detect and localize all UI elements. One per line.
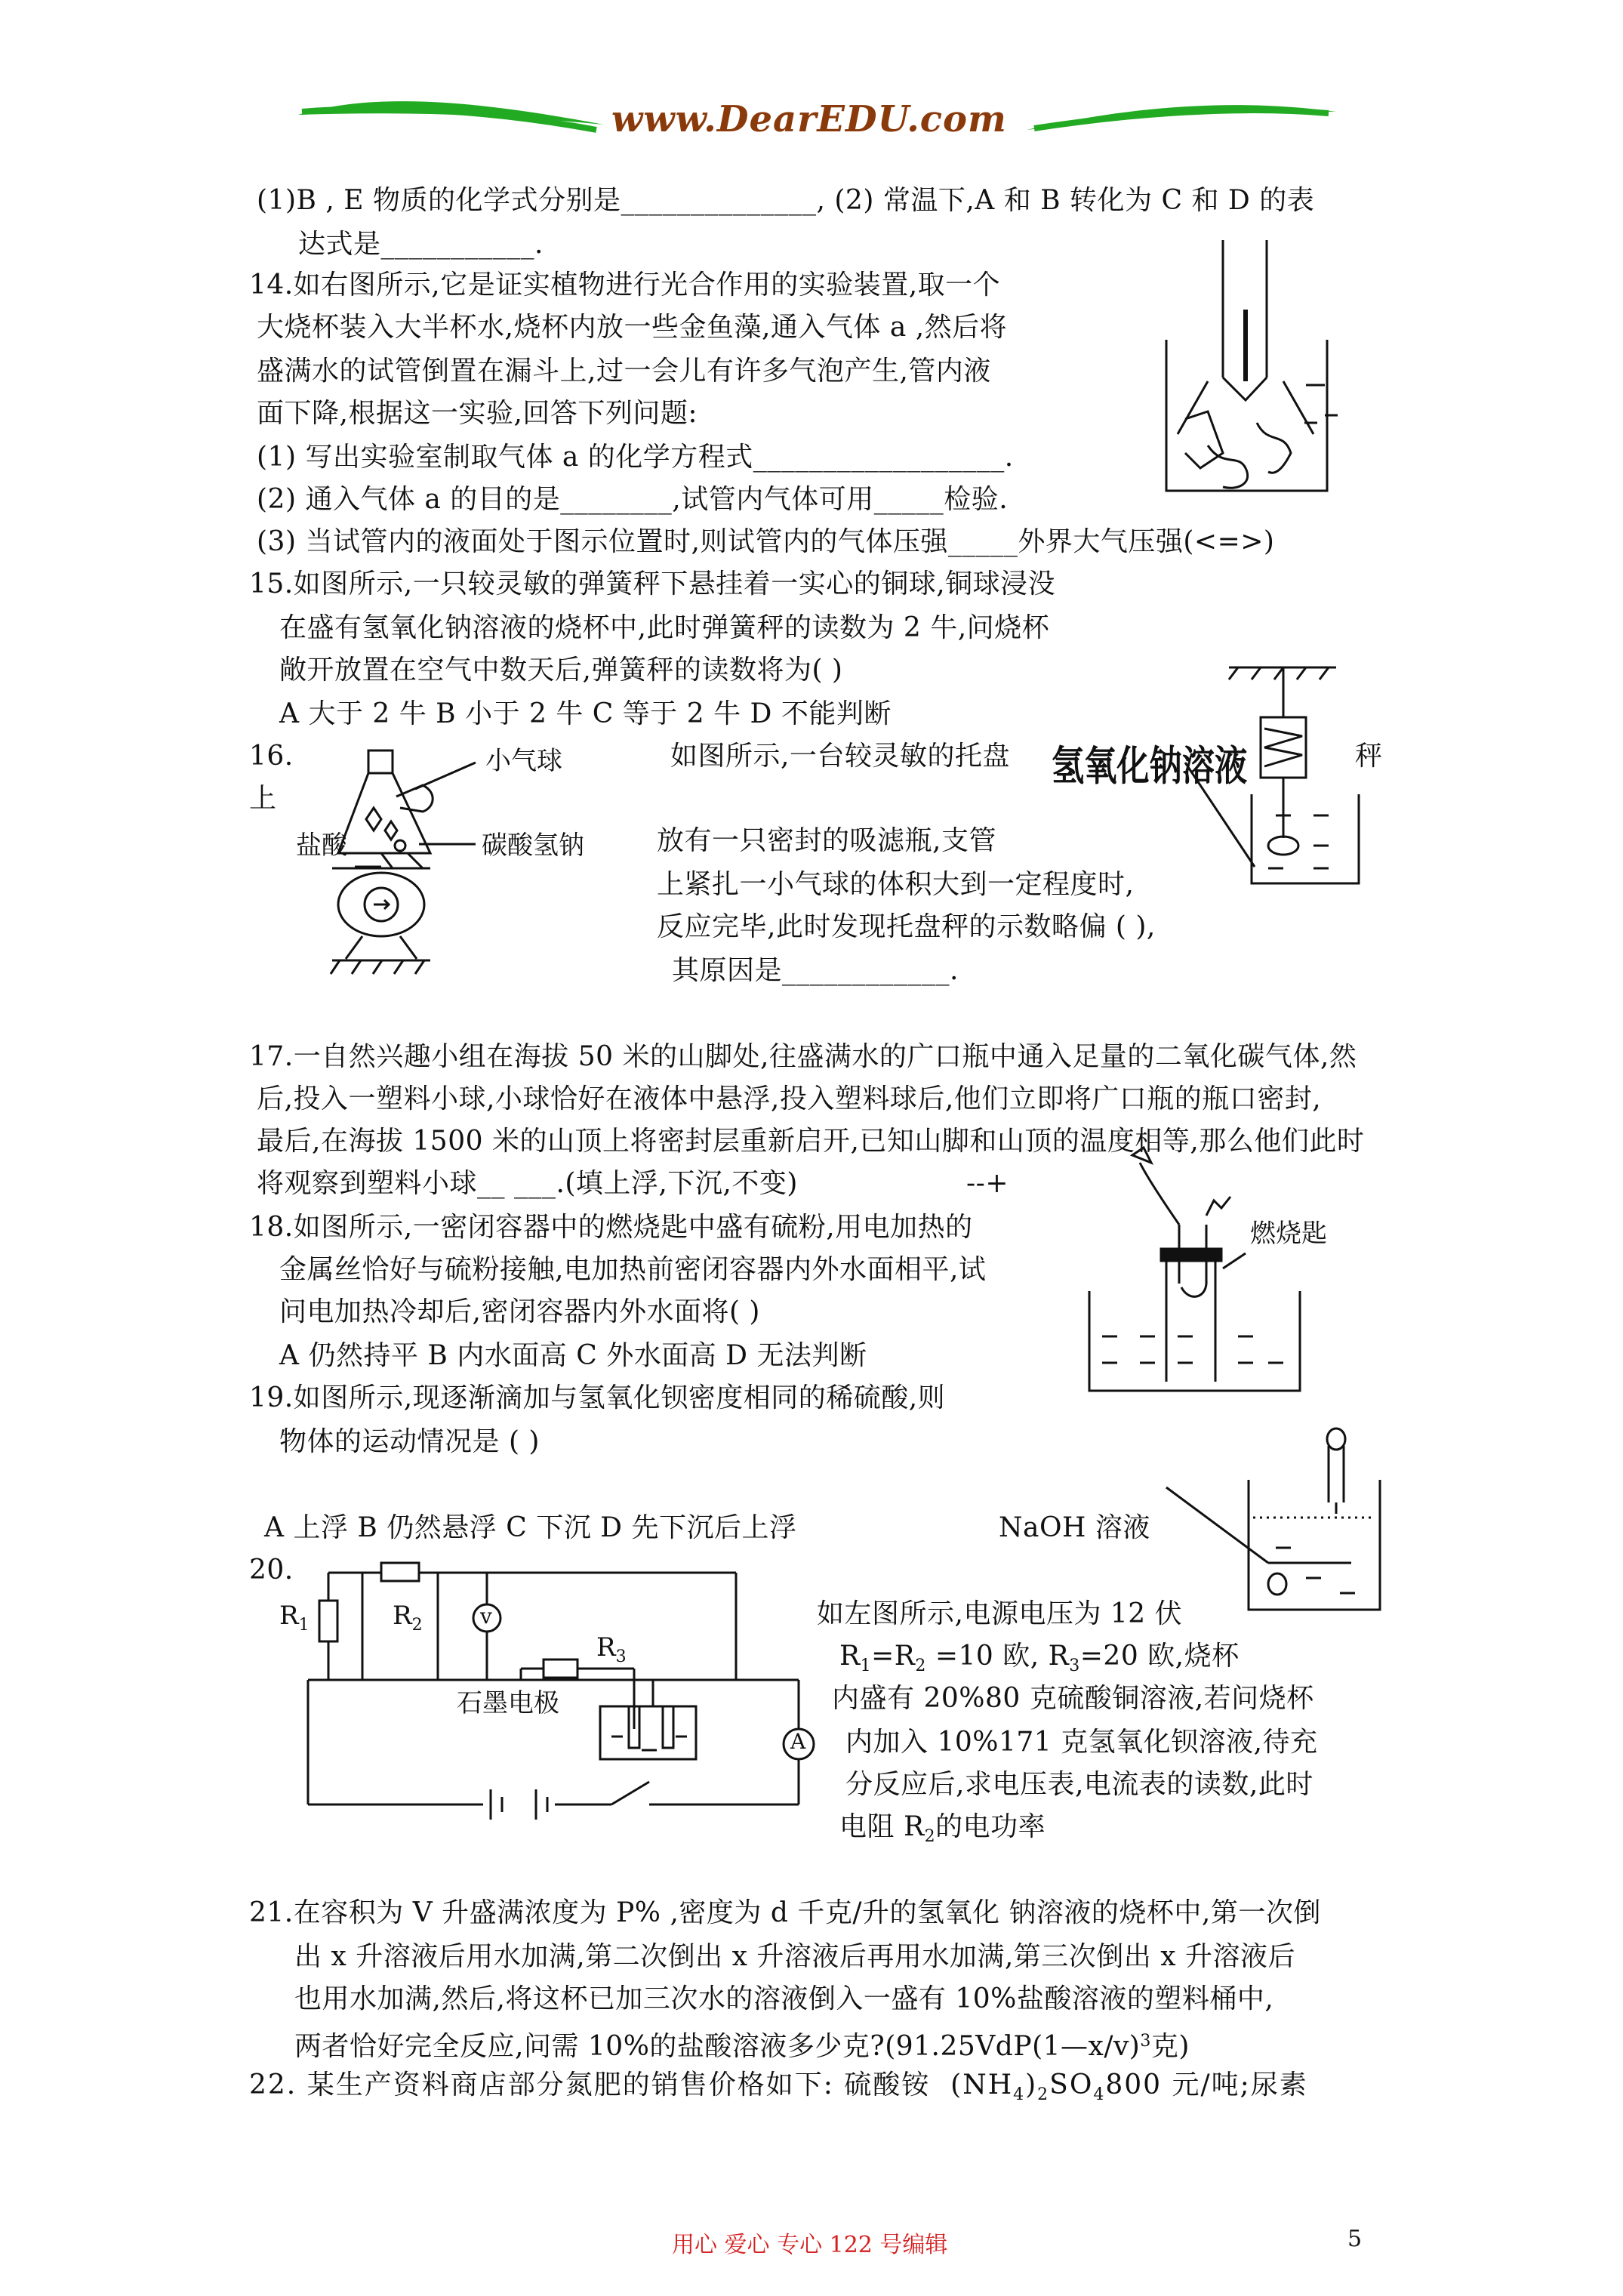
fig16-nahco3-label: 碳酸氢钠 [482, 831, 584, 861]
q20-line-3: 内盛有 20%80 克硫酸铜溶液,若问烧杯 [832, 1683, 1314, 1714]
q18-line-2: 金属丝恰好与硫粉接触,电加热前密闭容器内外水面相平,试 [279, 1254, 987, 1285]
q17-line-4: 将观察到塑料小球__ ___.(填上浮,下沉,不变) [257, 1168, 798, 1199]
fig20-voltmeter-label: v [480, 1604, 492, 1629]
q20-line-4: 内加入 10%171 克氢氧化钡溶液,待充 [845, 1727, 1318, 1758]
q21-line-2: 出 x 升溶液后用水加满,第二次倒出 x 升溶液后再用水加满,第三次倒出 x 升溶液后 [294, 1941, 1295, 1972]
q17-line-4-mark: --+ [966, 1168, 1009, 1199]
q21-line-4: 两者恰好完全反应,问需 10%的盐酸溶液多少克?(91.25VdP(1—x/v)$^3$克) [294, 2031, 1190, 2062]
q16-line-6: 其原因是____________. [672, 955, 959, 986]
q17-line-1: 17.一自然兴趣小组在海拔 50 米的山脚处,往盛满水的广口瓶中通入足量的二氧化碳气体,然 [249, 1041, 1357, 1072]
footer-editor: 用心 爱心 专心 122 号编辑 [672, 2232, 948, 2258]
q15-options: A 大于 2 牛 B 小于 2 牛 C 等于 2 牛 D 不能判断 [279, 698, 892, 729]
q18-options: A 仍然持平 B 内水面高 C 外水面高 D 无法判断 [279, 1340, 867, 1371]
q20-line-6: 电阻 $R_2$的电功率 [839, 1811, 1046, 1846]
q14-sub-3: (3) 当试管内的液面处于图示位置时,则试管内的气体压强_____外界大气压强(<=>) [257, 526, 1275, 557]
header-site-name: www.DearEDU.com [611, 98, 1007, 140]
fig20-graphite-label: 石墨电极 [457, 1688, 559, 1718]
footer-page-number: 5 [1347, 2226, 1363, 2252]
q20-number: 20. [249, 1555, 294, 1586]
fig16-hcl-label: 盐酸 [296, 831, 347, 861]
q14-line-1: 14.如右图所示,它是证实植物进行光合作用的实验装置,取一个 [249, 270, 1001, 300]
q19-naoh-label: NaOH 溶液 [999, 1512, 1150, 1543]
q19-line-2: 物体的运动情况是 ( ) [279, 1426, 540, 1457]
q17-line-3: 最后,在海拔 1500 米的山顶上将密封层重新启开,已知山脚和山顶的温度相等,那么他们此时 [257, 1126, 1365, 1157]
q19-options: A 上浮 B 仍然悬浮 C 下沉 D 先下沉后上浮 [264, 1512, 797, 1543]
q22-line-1: 22. 某生产资料商店部分氮肥的销售价格如下: 硫酸铵 $(NH_4)_2SO_4800$ 元/吨;尿素 [249, 2069, 1308, 2104]
q18-line-3: 问电加热冷却后,密闭容器内外水面将( ) [279, 1296, 760, 1327]
q20-line-5: 分反应后,求电压表,电流表的读数,此时 [845, 1769, 1313, 1800]
q16-number: 16. [249, 741, 294, 772]
q14-line-3: 盛满水的试管倒置在漏斗上,过一会儿有许多气泡产生,管内液 [257, 356, 991, 387]
fig18-spoon-label: 燃烧匙 [1250, 1219, 1327, 1249]
q15-line-3: 敞开放置在空气中数天后,弹簧秤的读数将为( ) [279, 655, 843, 686]
q14-sub-2: (2) 通入气体 a 的目的是________,试管内气体可用_____检验. [257, 484, 1009, 515]
q15-line-1: 15.如图所示,一只较灵敏的弹簧秤下悬挂着一实心的铜球,铜球浸没 [249, 569, 1056, 599]
q18-line-1: 18.如图所示,一密闭容器中的燃烧匙中盛有硫粉,用电加热的 [249, 1212, 973, 1243]
q20-line-2: $R_1=R_2 =10$ 欧, $R_3=20$ 欧,烧杯 [839, 1641, 1240, 1675]
fig20-r3-label: $R_3$ [596, 1632, 627, 1666]
q14-line-4: 面下降,根据这一实验,回答下列问题: [257, 398, 698, 429]
q21-line-3: 也用水加满,然后,将这杯已加三次水的溶液倒入一盛有 10%盐酸溶液的塑料桶中, [294, 1983, 1274, 2014]
q16-line-1: 如图所示,一台较灵敏的托盘 [670, 741, 1010, 772]
q17-line-2: 后,投入一塑料小球,小球恰好在液体中悬浮,投入塑料球后,他们立即将广口瓶的瓶口密封, [257, 1083, 1322, 1114]
q16-line-1-end: 秤 [1355, 741, 1383, 772]
q16-line-3: 放有一只密封的吸滤瓶,支管 [657, 825, 996, 856]
fig20-r1-label: $R_1$ [279, 1601, 310, 1635]
fig20-r2-label: $R_2$ [393, 1601, 423, 1635]
q19-line-1: 19.如图所示,现逐渐滴加与氢氧化钡密度相同的稀硫酸,则 [249, 1382, 946, 1413]
q21-line-1: 21.在容积为 V 升盛满浓度为 P% ,密度为 d 千克/升的氢氧化 钠溶液的烧杯中,第一次倒 [249, 1897, 1321, 1928]
fig20-ammeter-label: A [790, 1729, 806, 1754]
q13-line-1: (1)B , E 物质的化学式分别是______________, (2) 常温下,A 和 B 转化为 C 和 D 的表 [257, 185, 1315, 216]
q14-line-2: 大烧杯装入大半杯水,烧杯内放一些金鱼藻,通入气体 a ,然后将 [257, 312, 1008, 343]
q16-line-5: 反应完毕,此时发现托盘秤的示数略偏 ( ), [657, 911, 1156, 942]
q16-line-2: 上 [249, 783, 277, 814]
q15-line-2: 在盛有氢氧化钠溶液的烧杯中,此时弹簧秤的读数为 2 牛,问烧杯 [279, 612, 1050, 643]
q16-line-4: 上紧扎一小气球的体积大到一定程度时, [657, 869, 1135, 900]
q13-line-2: 达式是___________. [298, 229, 544, 260]
q20-line-1: 如左图所示,电源电压为 12 伏 [817, 1598, 1183, 1629]
fig15-naoh-label: 氢氧化钠溶液 [1052, 742, 1248, 790]
fig16-balloon-label: 小气球 [485, 746, 562, 776]
q14-sub-1: (1) 写出实验室制取气体 a 的化学方程式__________________. [257, 442, 1014, 473]
